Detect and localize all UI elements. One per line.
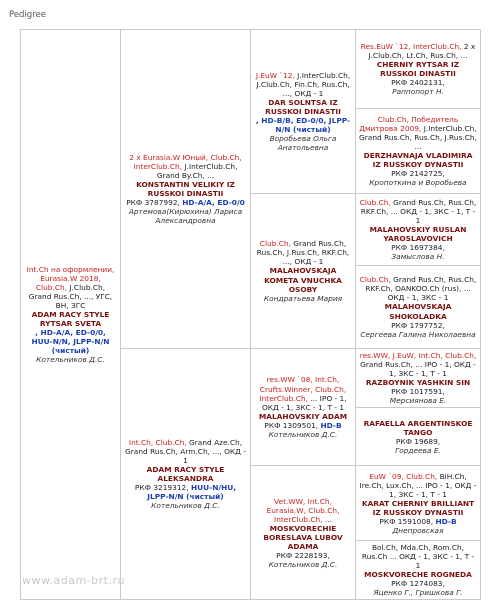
sss-cell (356, 30, 481, 109)
sdd-reg: РКФ 1797752, (391, 320, 445, 330)
ss-health: , HD-B/B, ED-0/0, JLPP-N/N (чистый) (255, 116, 351, 135)
dss-titles-red: res.WW, J.EuW, Int.Ch, Club.Ch, (359, 351, 477, 360)
dds-titles-red: EuW `09, Club.Ch, (369, 471, 438, 481)
ssd-reg: РКФ 2142725, (391, 169, 445, 179)
dam-titles: Grand Aze.Ch, Grand Rus.Ch, Arm.Ch, ..., ОКД - 1 (125, 438, 246, 466)
ds-titles: ... IPO - 1, ОКД - 1, ЗКС - 1, Т - 1 (261, 393, 347, 412)
sire-owner: Артемова(Кирюхина) Лариса Александровна (128, 207, 243, 226)
ddd-reg: РКФ 1274083, (391, 579, 445, 589)
subject-health: , HD-A/A, ED-0/0, HUU-N/N, JLPP-N/N (чистый) (31, 328, 110, 356)
dds-health: HD-B (435, 516, 457, 526)
sss-owner: Раппопорт Н. (392, 87, 444, 97)
sds-cell (356, 194, 481, 266)
sdd-owner: Сергеева Галина Николаевна (360, 329, 476, 339)
ss-titles-red: J.EuW `12, (255, 70, 295, 80)
dds-cell (356, 466, 481, 541)
dss-cell (356, 349, 481, 408)
dsd-cell (356, 408, 481, 466)
dd-titles-red: Vet.WW, Int.Ch, Eurasia.W, Club.Ch, InterClub.Ch, (266, 496, 340, 524)
sds-titles-red: Club.Ch, (359, 197, 391, 207)
ds-owner: Котельников Д.С. (268, 429, 338, 439)
sds-titles: Grand Rus.Ch, Rus.Ch, RKF.Ch, ... ОКД - 1, ЗКС - 1, Т - 1 (360, 197, 477, 225)
ssd-titles-red: Club.Ch, Победитель Дмитрова 2009, (359, 114, 459, 133)
sss-name[interactable]: CHERNIY RYTSAR IZ RUSSKOI DINASTII (376, 59, 460, 78)
dsd-owner: Гордеева Е. (395, 445, 441, 455)
ddd-name[interactable]: MOSKVORECHE ROGNEDA (364, 570, 472, 580)
dds-reg: РКФ 1591008, (379, 516, 434, 526)
sss-titles: 2 x J.Club.Ch, Lt.Ch, Rus.Ch, ... (368, 41, 476, 60)
dss-reg: РКФ 1017591, (391, 387, 445, 397)
sire-titles: J.InterClub.Ch, Grand By.Ch, ... (156, 161, 238, 180)
ddd-owner: Яценко Г., Гришкова Г. (373, 588, 463, 598)
dsd-name[interactable]: RAFAELLA ARGENTINSKOE TANGO (363, 418, 473, 437)
dss-name[interactable]: RAZBOYNIK YASHKIN SIN (365, 378, 471, 388)
dd-reg: РКФ 2228193, (276, 550, 330, 560)
dam-reg: РКФ 3219312, (134, 483, 189, 493)
dam-owner: Котельников Д.С. (151, 501, 220, 511)
ssd-cell (356, 109, 481, 194)
dds-name[interactable]: KARAT CHERNIY BRILLIANT IZ RUSSKOY DYNASTII (361, 498, 475, 517)
dd-cell (251, 466, 356, 600)
sd-name[interactable]: MALAHOVSKAJA KOMETA VNUCHKA OSOBY (264, 266, 342, 294)
ssd-titles: J.InterClub.Ch, Grand Rus.Ch, Rus.Ch, J.Rus.Ch, ... (359, 123, 477, 151)
sd-owner: Кондратьева Мария (263, 293, 343, 303)
ss-titles: J.InterClub.Ch, J.Club.Ch, Fin.Ch, Rus.Ch, ..., ОКД - 1 (256, 70, 351, 98)
sdd-titles: Grand Rus.Ch, Rus.Ch, RKF.Ch, OANKOO.Ch (rus), ... ОКД - 1, ЗКС - 1 (365, 275, 477, 303)
dds-owner: Днепровская (392, 525, 444, 535)
sd-titles-red: Club.Ch, (259, 239, 291, 249)
dd-owner: Котельников Д.С. (268, 559, 338, 569)
dsd-reg: РКФ 19689, (395, 436, 441, 446)
dam-name[interactable]: ADAM RACY STYLE ALEKSANDRA (146, 465, 225, 484)
dam-titles-red: Int.Ch, Club.Ch, (128, 438, 187, 448)
dd-name[interactable]: MOSKVORECHIE BORESLAVA LUBOV ADAMA (263, 523, 343, 551)
dss-owner: Мерсиянова Е. (389, 396, 447, 406)
dds-titles: BiH.Ch, Ire.Ch, Lux.Ch, ... IPO - 1, ОКД - 1, ЗКС - 1, Т - 1 (359, 471, 477, 499)
ds-name[interactable]: MALAHOVSKIY ADAM (258, 411, 348, 421)
ddd-cell (356, 541, 481, 600)
watermark: www.adam-brt.ru (22, 574, 125, 587)
ssd-name[interactable]: DERZHAVNAJA VLADIMIRA IZ RUSSKOY DYNASTII (363, 151, 473, 170)
sire-name[interactable]: KONSTANTIN VELIKIY IZ RUSSKOI DINASTII (136, 179, 235, 198)
sds-reg: РКФ 1697384, (391, 243, 445, 253)
page-heading: Pedigree (9, 10, 46, 20)
ddd-titles: Bol.Ch, Mda.Ch, Rom.Ch, Rus.Ch ... ОКД - 1, ЗКС - 1, Т - 1 (361, 543, 475, 571)
ss-owner: Воробьева Ольга Анатольевна (269, 134, 337, 153)
subject-titles-red: Int.Ch на оформлении, Eurasia.W 2018, Club.Ch, (26, 265, 115, 293)
subject-owner: Котельников Д.С. (36, 355, 105, 365)
dd-titles: ... (324, 514, 332, 524)
ds-titles-red: res.WW `08, Int.Ch, Crufts.Winner, Club.Ch, InterClub.Ch, (259, 375, 347, 403)
pedigree-table (20, 29, 481, 600)
sds-name[interactable]: MALAHOVSKIY RUSLAN YAROSLAVOVICH (369, 224, 467, 244)
dam-cell (121, 349, 251, 600)
sds-owner: Замыслова Н. (391, 252, 445, 262)
subject-titles: J.Club.Ch, Grand Rus.Ch, ..., УГС, ВН, ЗГС (28, 283, 113, 311)
sd-titles: Grand Rus.Ch, Rus.Ch, J.Rus.Ch, RKF.Ch, ..., ОКД - 1 (256, 239, 350, 267)
sdd-titles-red: Club.Ch, (359, 275, 391, 285)
sire-titles-red: 2 x Eurasia.W Юный, Club.Ch, InterClub.Ch, (129, 152, 242, 171)
sss-titles-red: Res.EuW `12, InterClub.Ch, (360, 41, 462, 51)
sss-reg: РКФ 2402131, (391, 78, 445, 88)
ssd-owner: Кропоткина и Воробьева (369, 178, 467, 188)
ds-reg: РКФ 1309501, (264, 420, 319, 430)
sire-reg: РКФ 3787992, (126, 198, 180, 208)
ds-cell (251, 349, 356, 466)
sd-cell (251, 194, 356, 349)
sire-cell (121, 30, 251, 349)
ss-name[interactable]: DAR SOLNTSA IZ RUSSKOI DINASTII (265, 97, 341, 116)
sire-health: HD-A/A, ED-0/0 (182, 198, 245, 208)
dam-health: HUU-N/HU, JLPP-N/N (чистый) (147, 483, 237, 502)
ds-health: HD-B (320, 420, 342, 430)
subject-cell (21, 30, 121, 600)
sdd-name[interactable]: MALAHOVSKAJA SHOKOLADKA (384, 302, 452, 321)
sdd-cell (356, 266, 481, 349)
subject-name[interactable]: ADAM RACY STYLE RYTSAR SVETA (31, 310, 110, 329)
ss-cell (251, 30, 356, 194)
dss-titles: Grand Rus.Ch, ... IPO - 1, ОКД - 1, ЗКС - 1, Т - 1 (360, 360, 476, 379)
